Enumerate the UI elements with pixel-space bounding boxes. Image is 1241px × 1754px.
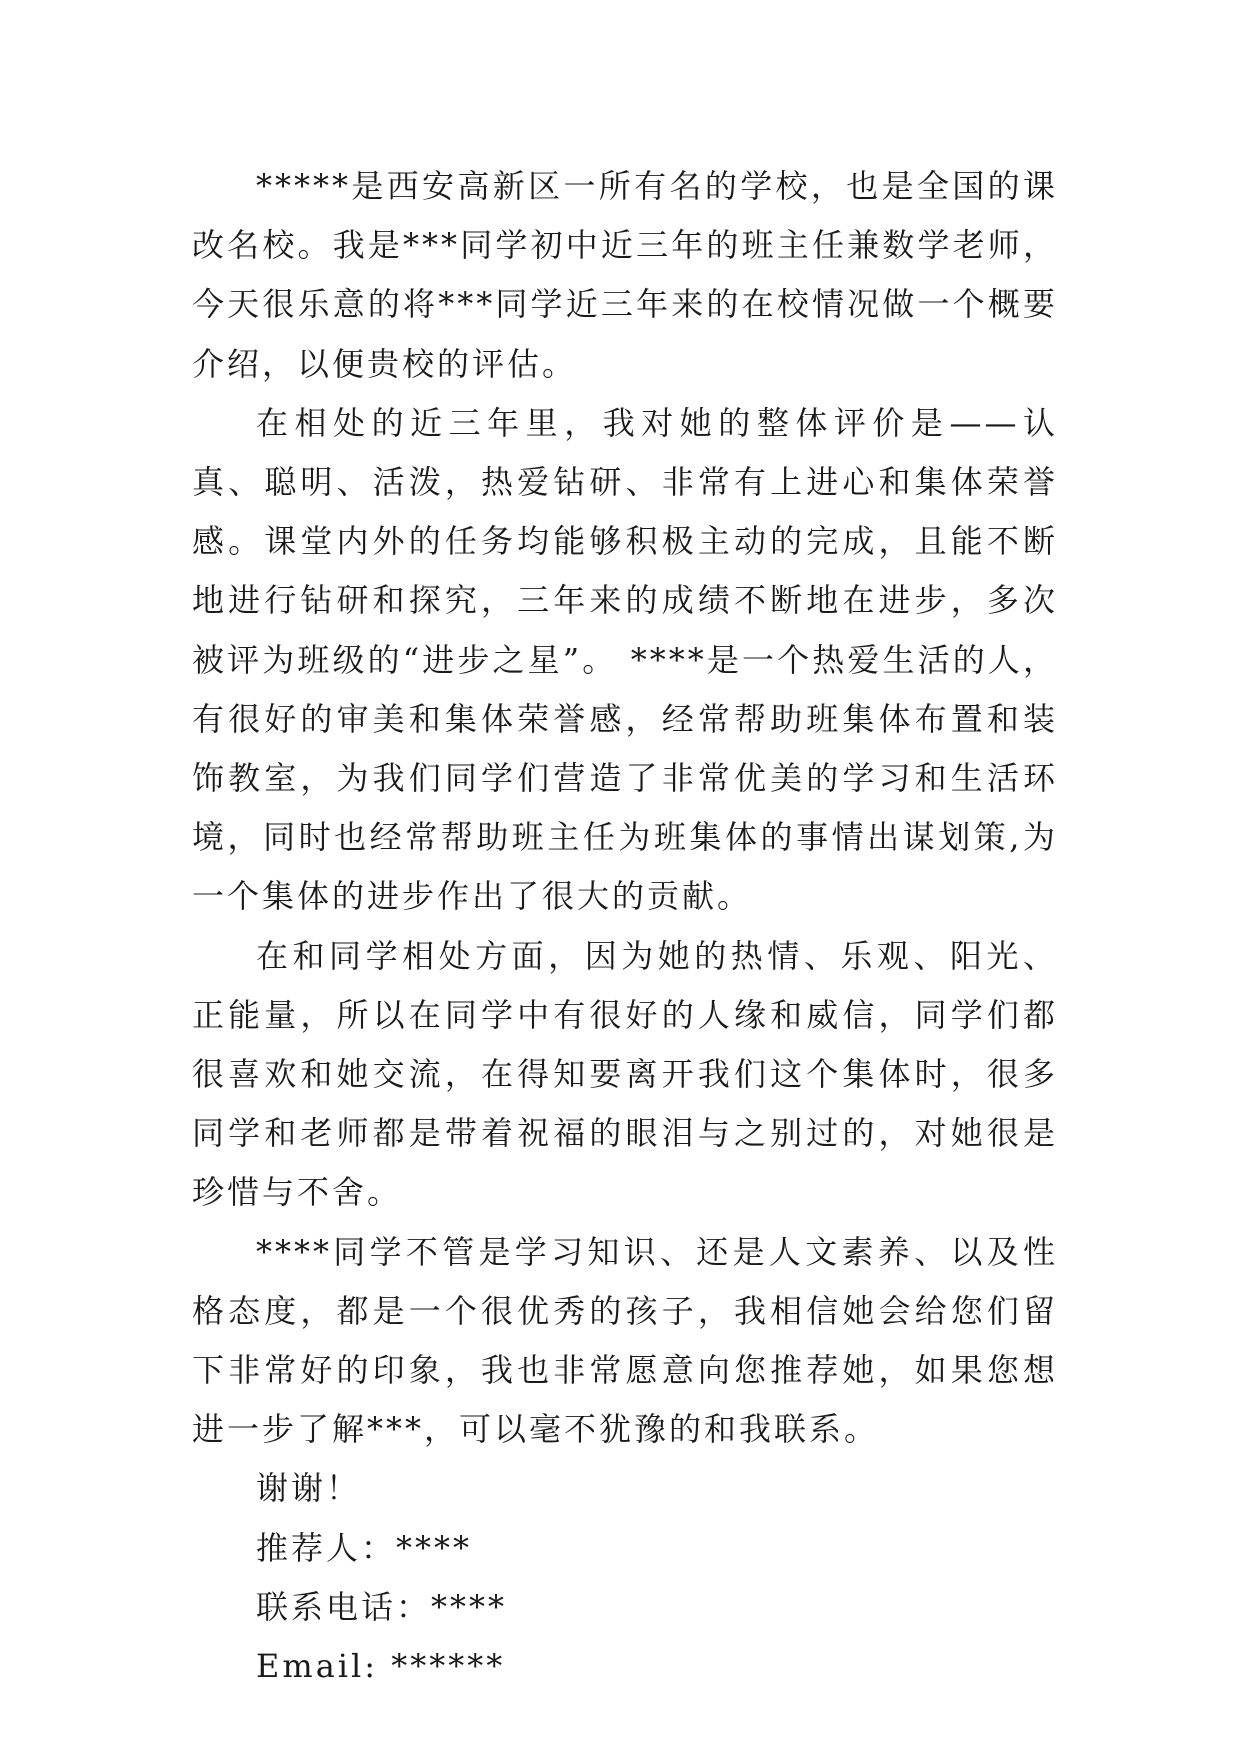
recommender-line: 推荐人：**** — [256, 1528, 473, 1567]
paragraph-evaluation: 在相处的近三年里，我对她的整体评价是——认真、聪明、活泼，热爱钻研、非常有上进心和集体荣誉感。课堂内外的任务均能够积极主动的完成，且能不断地进行钻研和探究，三年来的成绩不断地在进步，多次被评为班级的“进步之星”。 ****是一个热爱生活的人，有很好的审美和集体荣誉感，经常帮助班集体布置和装饰教室，为我们同学们营造了非常优美的学习和生活环境，同时也经常帮助班主任为班集体的事情出谋划策,为一个集体的进步作出了很大的贡献。 — [192, 403, 1058, 916]
email-line: Email: ****** — [256, 1647, 506, 1686]
paragraph-relationships: 在和同学相处方面，因为她的热情、乐观、阳光、正能量，所以在同学中有很好的人缘和威信，同学们都很喜欢和她交流，在得知要离开我们这个集体时，很多同学和老师都是带着祝福的眼泪与之别过的，对她很是珍惜与不舍。 — [192, 936, 1058, 1212]
phone-line: 联系电话：**** — [256, 1587, 508, 1626]
closing-thanks: 谢谢！ — [256, 1469, 362, 1508]
paragraph-recommendation: ****同学不管是学习知识、还是人文素养、以及性格态度，都是一个很优秀的孩子，我相信她会给您们留下非常好的印象，我也非常愿意向您推荐她，如果您想进一步了解***，可以毫不犹豫的和我联系。 — [192, 1232, 1058, 1449]
paragraph-intro: *****是西安高新区一所有名的学校，也是全国的课改名校。我是***同学初中近三年的班主任兼数学老师，今天很乐意的将***同学近三年来的在校情况做一个概要介绍，以便贵校的评估。 — [192, 167, 1058, 383]
letter-body — [192, 157, 1058, 1696]
